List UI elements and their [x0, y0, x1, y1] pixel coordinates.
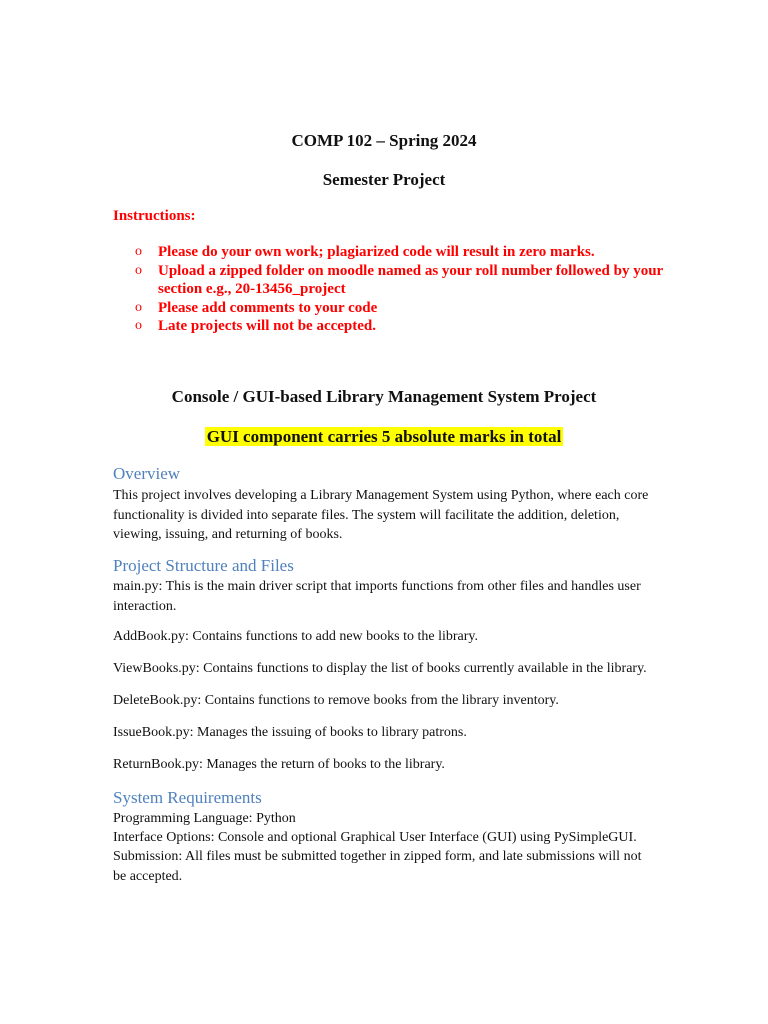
file-description: ReturnBook.py: Manages the return of books to the library.: [113, 757, 445, 772]
file-description: IssueBook.py: Manages the issuing of books to library patrons.: [113, 725, 467, 740]
requirement-line: Interface Options: Console and optional Graphical User Interface (GUI) using PySimpleGUI.: [113, 830, 637, 845]
instruction-text: Please add comments to your code: [158, 299, 378, 316]
instructions-list: [113, 243, 673, 336]
list-item: [113, 299, 673, 318]
gui-marks-highlight: GUI component carries 5 absolute marks in total: [206, 427, 562, 446]
bullet-icon: o: [135, 299, 142, 315]
file-description: ViewBooks.py: Contains functions to display the list of books currently available in the library.: [113, 661, 647, 676]
requirements-heading: System Requirements: [113, 788, 262, 807]
file-description: AddBook.py: Contains functions to add new books to the library.: [113, 629, 478, 644]
bullet-icon: o: [135, 244, 142, 259]
instructions-label: Instructions:: [113, 208, 196, 224]
instruction-text: Late projects will not be accepted.: [158, 318, 377, 334]
requirement-line: Submission: All files must be submitted together in zipped form, and late submissions will not be accepted.: [113, 849, 642, 884]
instruction-text: Please do your own work; plagiarized code will result in zero marks.: [158, 244, 595, 260]
overview-heading: Overview: [113, 464, 181, 483]
file-description: main.py: This is the main driver script that imports functions from other files and handles user interaction.: [113, 579, 641, 614]
file-description: DeleteBook.py: Contains functions to remove books from the library inventory.: [113, 693, 559, 708]
instruction-text: Upload a zipped folder on moodle named as your roll number followed by your section e.g., 20-13456_project: [158, 262, 663, 297]
document-subtitle: Semester Project: [322, 170, 446, 189]
bullet-icon: o: [135, 318, 142, 333]
list-item: [113, 262, 673, 299]
course-title: COMP 102 – Spring 2024: [291, 131, 477, 150]
overview-paragraph: This project involves developing a Library Management System using Python, where each core functionality is divided into separate files. The system will facilitate the addition, deletion, viewing, issuing, and returning of books.: [113, 488, 649, 542]
requirement-line: Programming Language: Python: [113, 811, 296, 826]
bullet-icon: o: [135, 262, 142, 278]
structure-heading: Project Structure and Files: [113, 556, 294, 575]
gui-note-line: [0, 427, 768, 447]
project-title: Console / GUI-based Library Management System Project: [171, 387, 597, 406]
list-item: [113, 243, 673, 262]
list-item: [113, 317, 673, 336]
